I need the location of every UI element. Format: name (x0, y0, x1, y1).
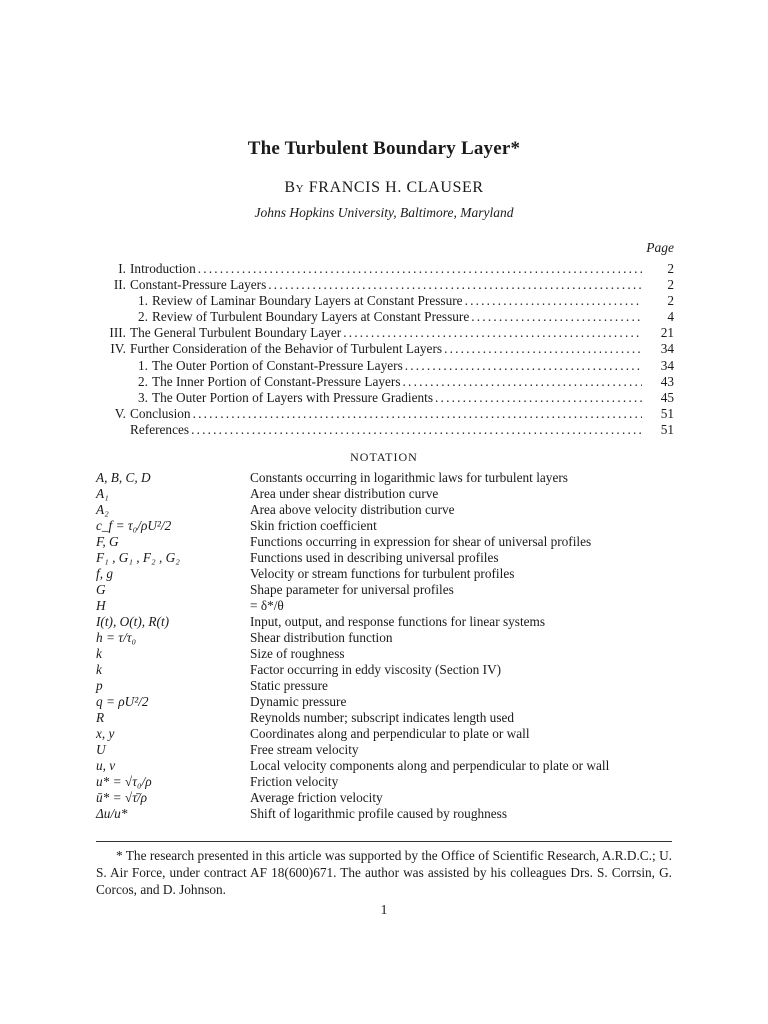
toc-entry-number: 1. (138, 357, 148, 373)
notation-definition: Functions used in describing universal profiles (250, 550, 499, 565)
notation-entry (96, 742, 676, 758)
toc-entry-number: III. (109, 325, 126, 341)
notation-definition: = δ*/θ (250, 598, 284, 613)
author-by: By (284, 179, 305, 196)
toc-leader-dots (463, 293, 642, 309)
notation-symbol: R (96, 710, 105, 725)
notation-definition: Shear distribution function (250, 630, 393, 645)
notation-definition: Input, output, and response functions for linear systems (250, 614, 546, 629)
notation-symbol: ū* = √τ̄/ρ (96, 790, 148, 805)
toc-leader-dots (341, 325, 642, 341)
notation-entry (96, 614, 676, 630)
toc-entry-title: The Outer Portion of Layers with Pressure Gradients (152, 389, 434, 405)
notation-heading: NOTATION (350, 450, 418, 464)
toc-entry-title: The General Turbulent Boundary Layer (130, 325, 342, 341)
notation-symbol: x, y (96, 726, 115, 741)
notation-entry (96, 774, 676, 790)
notation-entry (96, 518, 676, 534)
toc-entry-number: 2. (138, 309, 148, 325)
notation-symbol: G (96, 582, 106, 597)
notation-symbol: A₁ (96, 486, 109, 501)
footnote: * The research presented in this article was supported by the Office of Scientific Research, A.R.D.C.; U. S. Air Force, under contract AF 18(600)671. The author was assisted by his colleagues Drs. S. Corrsin, G. Corcos, and D. Johnson. (96, 848, 672, 897)
notation-definition: Shift of logarithmic profile caused by roughness (250, 806, 508, 821)
notation-entry (96, 726, 676, 742)
notation-entry (96, 630, 676, 646)
toc-page-header: Page (646, 240, 674, 255)
notation-symbol: H (96, 598, 106, 613)
toc-entry-page: 2 (667, 277, 674, 293)
notation-symbol: k (96, 646, 102, 661)
toc-entry-number: 3. (138, 389, 148, 405)
notation-symbol: F₁ , G₁ , F₂ , G₂ (96, 550, 180, 565)
toc-entry-number: 2. (138, 373, 148, 389)
notation-symbol: u, v (96, 758, 116, 773)
notation-symbol: F, G (96, 534, 119, 549)
toc-leader-dots (442, 341, 642, 357)
toc-entry-page: 45 (660, 389, 674, 405)
toc-leader-dots (403, 358, 642, 374)
notation-entry (96, 598, 676, 614)
toc-entry (96, 277, 674, 293)
toc-leader-dots (401, 374, 642, 390)
toc-entry (96, 374, 674, 390)
notation-entry (96, 678, 676, 694)
toc-leader-dots (266, 277, 642, 293)
notation-definition: Skin friction coefficient (250, 518, 377, 533)
toc-entry-page: 4 (667, 309, 674, 325)
toc-entry-page: 34 (660, 341, 674, 357)
notation-definition: Area above velocity distribution curve (250, 502, 455, 517)
notation-entry (96, 582, 676, 598)
toc-leader-dots (196, 261, 642, 277)
toc-entry-title: Further Consideration of the Behavior of Turbulent Layers (130, 341, 443, 357)
toc-entry-title: Conclusion (130, 405, 191, 421)
toc-entry-number: I. (118, 261, 126, 276)
toc-entry-page: 51 (660, 421, 674, 437)
notation-entry (96, 550, 676, 566)
notation-symbol: u* = √τ₀/ρ (96, 774, 152, 789)
notation-symbol: c_f = τ₀/ρU²/2 (96, 518, 172, 533)
notation-definition: Friction velocity (250, 774, 339, 789)
notation-symbol: I(t), O(t), R(t) (96, 614, 170, 629)
notation-symbol: p (96, 678, 103, 693)
author-name: FRANCIS H. CLAUSER (308, 179, 484, 196)
notation-definition: Reynolds number; subscript indicates length used (250, 710, 515, 725)
notation-definition: Average friction velocity (250, 790, 383, 805)
toc-entry (96, 422, 674, 438)
toc-entry-number: V. (114, 405, 126, 421)
notation-symbol: Δu/u* (96, 806, 128, 821)
notation-definition: Factor occurring in eddy viscosity (Section IV) (250, 662, 502, 677)
notation-symbol: A, B, C, D (96, 470, 151, 485)
notation-definition: Velocity or stream functions for turbulent profiles (250, 566, 515, 581)
toc-entry (96, 341, 674, 357)
toc-entry (96, 390, 674, 406)
toc-leader-dots (189, 422, 642, 438)
notation-definition: Coordinates along and perpendicular to plate or wall (250, 726, 530, 741)
toc-entry-title: Review of Turbulent Boundary Layers at Constant Pressure (152, 309, 470, 325)
affiliation: Johns Hopkins University, Baltimore, Maryland (254, 205, 514, 220)
toc-entry-title: Review of Laminar Boundary Layers at Constant Pressure (152, 293, 463, 309)
toc-entry-page: 21 (660, 325, 674, 341)
toc-entry-page: 43 (660, 373, 674, 389)
toc-entry (96, 406, 674, 422)
toc-entry-number: IV. (110, 341, 126, 357)
notation-definition: Area under shear distribution curve (250, 486, 439, 501)
notation-definition: Size of roughness (250, 646, 345, 661)
notation-symbol: q = ρU²/2 (96, 694, 149, 709)
toc-leader-dots (191, 406, 642, 422)
article-title: The Turbulent Boundary Layer* (247, 138, 521, 159)
toc-entry-title: References (130, 421, 190, 437)
notation-entry (96, 790, 676, 806)
toc-entry-title: Constant-Pressure Layers (130, 277, 267, 293)
notation-entry (96, 566, 676, 582)
toc-entry-title: The Outer Portion of Constant-Pressure Layers (152, 357, 403, 373)
notation-symbol: U (96, 742, 106, 757)
toc-entry (96, 325, 674, 341)
notation-entry (96, 470, 676, 486)
toc-entry-number: 1. (138, 293, 148, 309)
notation-definition: Constants occurring in logarithmic laws for turbulent layers (250, 470, 568, 485)
notation-symbol: h = τ/τ₀ (96, 630, 137, 645)
notation-symbol: A₂ (96, 502, 109, 517)
notation-entry (96, 486, 676, 502)
notation-list (96, 470, 676, 822)
notation-definition: Functions occurring in expression for shear of universal profiles (250, 534, 592, 549)
notation-entry (96, 758, 676, 774)
notation-entry (96, 806, 676, 822)
notation-symbol: k (96, 662, 102, 677)
toc-entry (96, 293, 674, 309)
toc-leader-dots (469, 309, 642, 325)
toc-entry-page: 51 (660, 405, 674, 421)
notation-symbol: f, g (96, 566, 113, 581)
notation-entry (96, 646, 676, 662)
toc-entry-number: II. (113, 277, 126, 293)
notation-definition: Shape parameter for universal profiles (250, 582, 454, 597)
notation-definition: Static pressure (250, 678, 328, 693)
notation-entry (96, 694, 676, 710)
table-of-contents (96, 261, 674, 438)
notation-entry (96, 710, 676, 726)
notation-entry (96, 534, 676, 550)
toc-entry (96, 358, 674, 374)
notation-definition: Dynamic pressure (250, 694, 347, 709)
toc-entry-title: The Inner Portion of Constant-Pressure Layers (152, 373, 401, 389)
toc-entry-page: 2 (667, 293, 674, 309)
notation-definition: Free stream velocity (250, 742, 359, 757)
toc-entry-page: 2 (667, 261, 674, 276)
author-line (0, 179, 768, 197)
notation-definition: Local velocity components along and perpendicular to plate or wall (250, 758, 610, 773)
toc-entry (96, 261, 674, 277)
toc-entry-number (96, 422, 126, 438)
toc-entry (96, 309, 674, 325)
page-number: 1 (380, 902, 388, 917)
notation-entry (96, 502, 676, 518)
toc-entry-page: 34 (660, 357, 674, 373)
toc-leader-dots (433, 390, 642, 406)
toc-entry-title: Introduction (130, 261, 196, 276)
footnote-rule (96, 841, 672, 842)
notation-entry (96, 662, 676, 678)
